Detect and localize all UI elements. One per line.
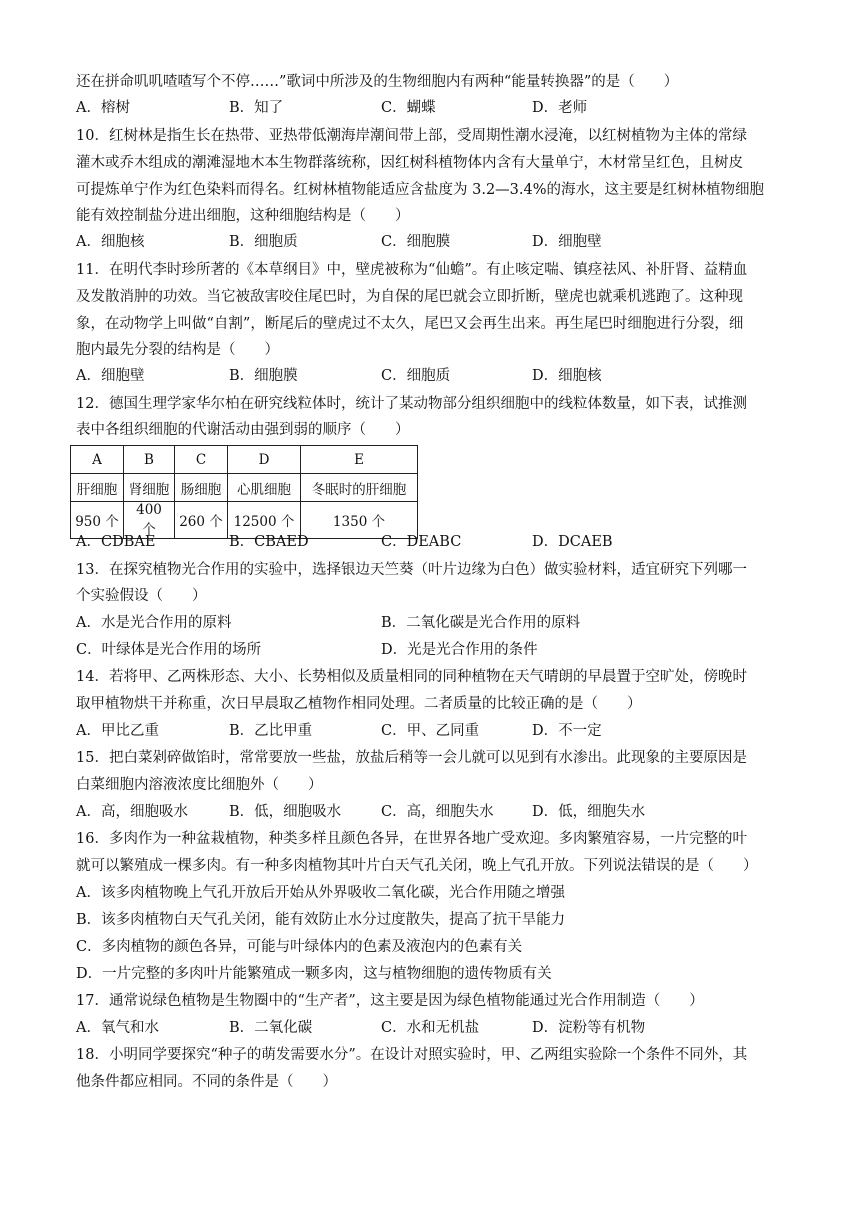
table-header: C xyxy=(175,446,228,474)
q15-stem-line: 15．把白菜剁碎做馅时，常常要放一些盐，放盐后稍等一会儿就可以见到有水渗出。此现象的主要原因是 xyxy=(76,750,747,766)
q16-stem-line: 16．多肉作为一种盆栽植物，种类多样且颜色各异，在世界各地广受欢迎。多肉繁殖容易，一片完整的叶 xyxy=(76,831,747,847)
q18-stem-line: 18．小明同学要探究“种子的萌发需要水分”。在设计对照实验时，甲、乙两组实验除一个条件不同外，其 xyxy=(76,1047,748,1063)
q10-stem-line: 灌木或乔木组成的潮滩湿地木本生物群落统称，因红树科植物体内含有大量单宁，木材常呈红色，且树皮 xyxy=(76,155,743,171)
table-cell: 心肌细胞 xyxy=(228,474,301,502)
option-b: B．乙比甲重 xyxy=(229,723,313,739)
option-a: A．氧气和水 xyxy=(76,1020,159,1036)
q13-stem-line: 个实验假设（ ） xyxy=(76,588,207,604)
option-a: A．榕树 xyxy=(76,100,130,116)
option-b: B．低，细胞吸水 xyxy=(229,804,342,820)
q17-stem-line: 17．通常说绿色植物是生物圈中的“生产者”，这主要是因为绿色植物能通过光合作用制造（ ） xyxy=(76,993,704,1009)
table-cell: 400 个 xyxy=(124,502,175,539)
option-d: D．细胞核 xyxy=(532,368,602,384)
option-c: C．甲、乙同重 xyxy=(381,723,480,739)
q15-stem-line: 白菜细胞内溶液浓度比细胞外（ ） xyxy=(76,777,323,793)
option-b: B．该多肉植物白天气孔关闭，能有效防止水分过度散失，提高了抗干旱能力 xyxy=(76,912,566,928)
option-d: D．低，细胞失水 xyxy=(532,804,646,820)
q10-stem-line: 可提炼单宁作为红色染料而得名。红树林植物能适应含盐度为 3.2—3.4%的海水，这主要是红树林植物细胞 xyxy=(76,182,765,198)
table-cell: 950 个 xyxy=(71,502,124,539)
option-a: A．甲比乙重 xyxy=(76,723,159,739)
q14-stem-line: 14．若将甲、乙两株形态、大小、长势相似及质量相同的同种植物在天气晴朗的早晨置于空旷处，傍晚时 xyxy=(76,669,747,685)
q11-stem-line: 象，在动物学上叫做“自割”，断尾后的壁虎过不太久，尾巴又会再生出来。再生尾巴时细胞进行分裂，细 xyxy=(76,316,744,332)
table-cell: 冬眠时的肝细胞 xyxy=(301,474,418,502)
mitochondria-table xyxy=(70,445,418,539)
option-c: C．水和无机盐 xyxy=(381,1020,480,1036)
option-c: C．多肉植物的颜色各异，可能与叶绿体内的色素及液泡内的色素有关 xyxy=(76,939,523,955)
q18-stem-line: 他条件都应相同。不同的条件是（ ） xyxy=(76,1074,337,1090)
table-header: A xyxy=(71,446,124,474)
q11-stem-line: 11．在明代李时珍所著的《本草纲目》中，壁虎被称为“仙蟾”。有止咳定喘、镇痉祛风、补肝肾、益精血 xyxy=(76,262,748,278)
option-a: A．CDBAE xyxy=(76,534,156,550)
q12-stem-line: 12．德国生理学家华尔柏在研究线粒体时，统计了某动物部分组织细胞中的线粒体数量，如下表，试推测 xyxy=(76,396,747,412)
option-d: D．老师 xyxy=(532,100,588,116)
q16-stem-line: 就可以繁殖成一棵多肉。有一种多肉植物其叶片白天气孔关闭，晚上气孔开放。下列说法错误的是（ ） xyxy=(76,858,758,874)
q11-stem-line: 及发散消肿的功效。当它被敌害咬住尾巴时，为自保的尾巴就会立即折断，壁虎也就乘机逃跑了。这种现 xyxy=(76,289,743,305)
option-d: D．淀粉等有机物 xyxy=(532,1020,646,1036)
option-c: C．细胞质 xyxy=(381,368,451,384)
table-header: B xyxy=(124,446,175,474)
option-b: B．二氧化碳 xyxy=(229,1020,313,1036)
q13-stem-line: 13．在探究植物光合作用的实验中，选择银边天竺葵（叶片边缘为白色）做实验材料，适宜研究下列哪一 xyxy=(76,562,747,578)
option-c: C．高，细胞失水 xyxy=(381,804,494,820)
table-cell: 肝细胞 xyxy=(71,474,124,502)
q9-stem: 还在拼命叽叽喳喳写个不停……”歌词中所涉及的生物细胞内有两种“能量转换器”的是（ ） xyxy=(76,74,679,90)
option-a: A．水是光合作用的原料 xyxy=(76,615,232,631)
table-header-row xyxy=(71,446,418,474)
option-c: C．细胞膜 xyxy=(381,234,451,250)
table-cell: 1350 个 xyxy=(301,502,418,539)
option-d: D．光是光合作用的条件 xyxy=(381,642,538,658)
option-a: A．该多肉植物晚上气孔开放后开始从外界吸收二氧化碳，光合作用随之增强 xyxy=(76,885,565,901)
option-a: A．高，细胞吸水 xyxy=(76,804,188,820)
table-cell: 肠细胞 xyxy=(175,474,228,502)
option-b: B．细胞质 xyxy=(229,234,298,250)
table-cell: 260 个 xyxy=(175,502,228,539)
q12-stem-line: 表中各组织细胞的代谢活动由强到弱的顺序（ ） xyxy=(76,422,410,438)
q11-stem-line: 胞内最先分裂的结构是（ ） xyxy=(76,342,279,358)
option-b: B．细胞膜 xyxy=(229,368,298,384)
option-a: A．细胞壁 xyxy=(76,368,145,384)
option-a: A．细胞核 xyxy=(76,234,145,250)
table-cell: 肾细胞 xyxy=(124,474,175,502)
table-row xyxy=(71,474,418,502)
option-d: D．一片完整的多肉叶片能繁殖成一颗多肉，这与植物细胞的遗传物质有关 xyxy=(76,966,552,982)
q14-stem-line: 取甲植物烘干并称重，次日早晨取乙植物作相同处理。二者质量的比较正确的是（ ） xyxy=(76,696,642,712)
table-header: E xyxy=(301,446,418,474)
option-b: B．CBAED xyxy=(229,534,309,550)
option-c: C．DEABC xyxy=(381,534,462,550)
q10-stem-line: 能有效控制盐分进出细胞，这种细胞结构是（ ） xyxy=(76,208,410,224)
option-b: B．二氧化碳是光合作用的原料 xyxy=(381,615,581,631)
option-d: D．DCAEB xyxy=(532,534,613,550)
table-header: D xyxy=(228,446,301,474)
option-d: D．不一定 xyxy=(532,723,602,739)
q10-stem-line: 10．红树林是指生长在热带、亚热带低潮海岸潮间带上部，受周期性潮水浸淹，以红树植物为主体的常绿 xyxy=(76,128,747,144)
option-d: D．细胞壁 xyxy=(532,234,602,250)
option-b: B．知了 xyxy=(229,100,284,116)
option-c: C．蝴蝶 xyxy=(381,100,436,116)
option-c: C．叶绿体是光合作用的场所 xyxy=(76,642,262,658)
table-cell: 12500 个 xyxy=(228,502,301,539)
